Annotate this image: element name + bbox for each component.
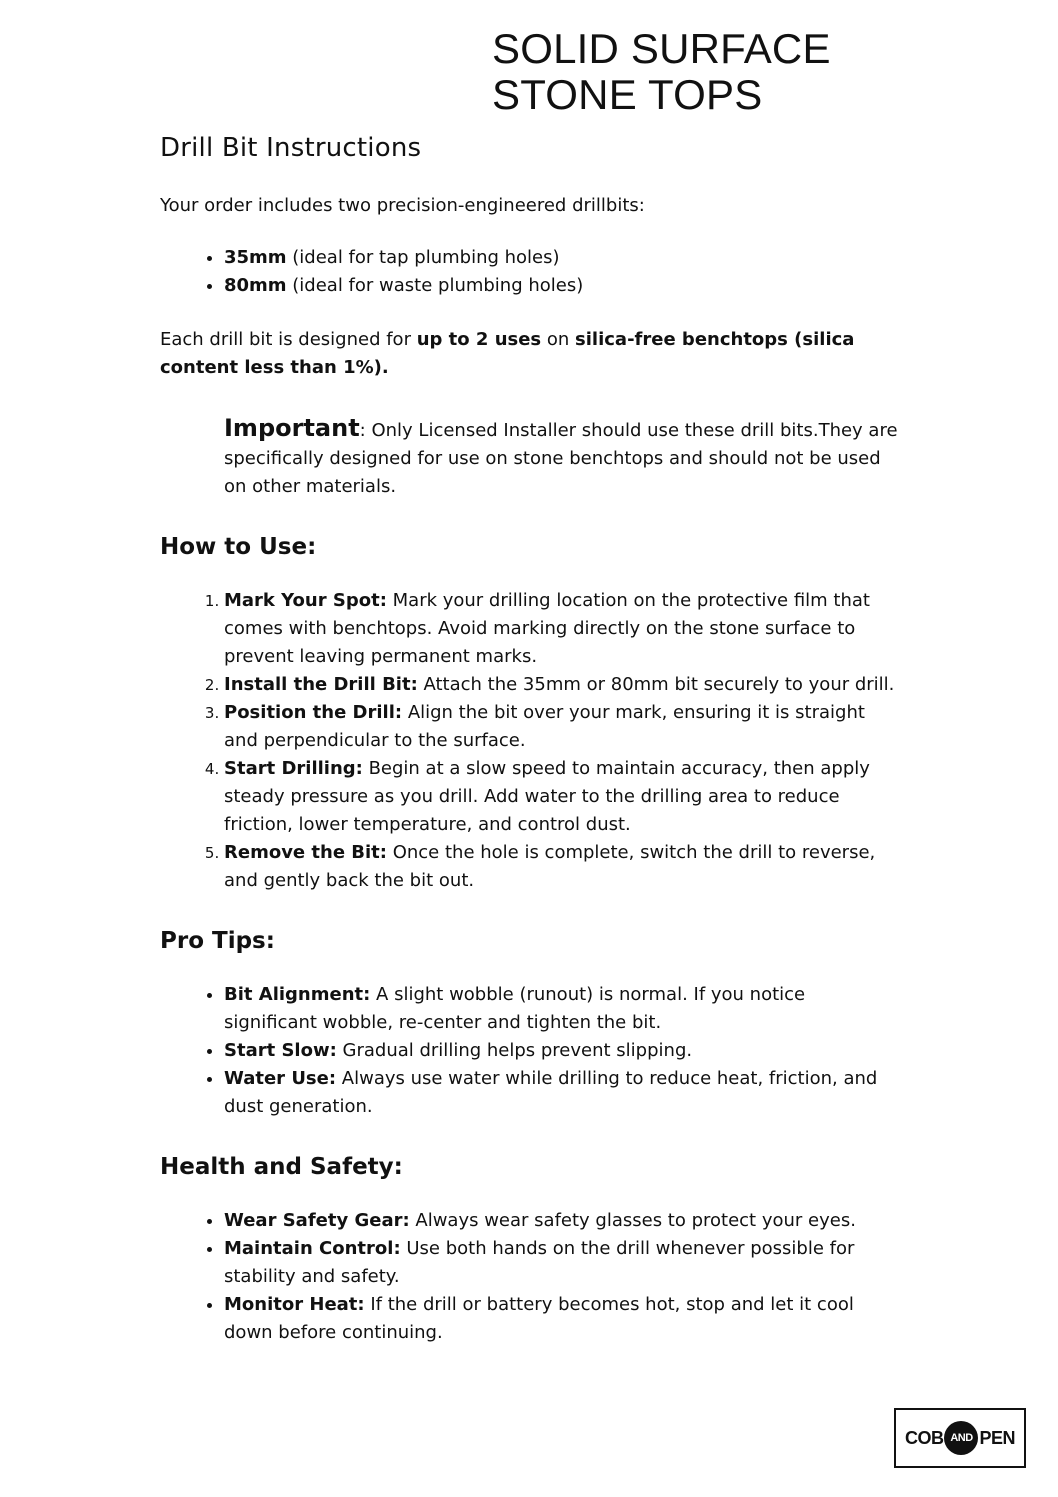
tip-label: Start Slow: xyxy=(224,1040,337,1061)
tip-text: Always use water while drilling to reduce heat, friction, and dust generation. xyxy=(224,1068,878,1117)
brand-title-line-1: SOLID SURFACE xyxy=(492,25,831,72)
important-note xyxy=(224,414,904,501)
bit-size: 35mm xyxy=(224,247,287,268)
important-text: : Only Licensed Installer should use these drill bits.They are specifically designed for use on stone benchtops and should not be used on other materials. xyxy=(224,420,898,497)
health-safety-heading: Health and Safety: xyxy=(160,1154,403,1180)
safety-label: Monitor Heat: xyxy=(224,1294,365,1315)
safety-label: Maintain Control: xyxy=(224,1238,401,1259)
list-item xyxy=(224,587,900,671)
tip-text: A slight wobble (runout) is normal. If you notice significant wobble, re-center and tighten the bit. xyxy=(224,984,806,1033)
health-safety-list xyxy=(160,1207,900,1347)
bit-description: (ideal for waste plumbing holes) xyxy=(286,275,584,296)
step-label: Position the Drill: xyxy=(224,702,403,723)
logo-text-left: COB xyxy=(904,1427,944,1448)
cob-and-pen-logo xyxy=(894,1408,1026,1468)
safety-text: Always wear safety glasses to protect your eyes. xyxy=(409,1210,856,1231)
list-item xyxy=(224,244,900,272)
document-title: Drill Bit Instructions xyxy=(160,133,422,163)
list-item xyxy=(224,1065,900,1121)
bit-description: (ideal for tap plumbing holes) xyxy=(286,247,560,268)
step-label: Mark Your Spot: xyxy=(224,590,387,611)
brand-title xyxy=(492,26,831,118)
step-text: Attach the 35mm or 80mm bit securely to your drill. xyxy=(417,674,895,695)
step-label: Start Drilling: xyxy=(224,758,363,779)
logo-text-right: PEN xyxy=(979,1427,1015,1448)
step-label: Install the Drill Bit: xyxy=(224,674,418,695)
safety-text: Use both hands on the drill whenever possible for stability and safety. xyxy=(224,1238,855,1287)
list-item xyxy=(224,671,900,699)
how-to-use-heading: How to Use: xyxy=(160,534,317,560)
list-item xyxy=(224,699,900,755)
list-item xyxy=(224,272,900,300)
drill-bits-list xyxy=(160,244,900,300)
step-text: Align the bit over your mark, ensuring it is straight and perpendicular to the surface. xyxy=(224,702,865,751)
uses-paragraph xyxy=(160,326,900,382)
intro-text: Your order includes two precision-engineered drillbits: xyxy=(160,195,645,216)
important-label: Important xyxy=(224,414,360,442)
uses-text: on xyxy=(541,329,576,350)
tip-label: Bit Alignment: xyxy=(224,984,371,1005)
brand-title-line-2: STONE TOPS xyxy=(492,71,763,118)
list-item xyxy=(224,1235,900,1291)
list-item xyxy=(224,1291,900,1347)
safety-label: Wear Safety Gear: xyxy=(224,1210,410,1231)
uses-text: Each drill bit is designed for xyxy=(160,329,417,350)
tip-text: Gradual drilling helps prevent slipping. xyxy=(336,1040,693,1061)
safety-text: If the drill or battery becomes hot, stop and let it cool down before continuing. xyxy=(224,1294,854,1343)
how-to-use-steps xyxy=(160,587,900,895)
document-body xyxy=(160,130,900,1347)
step-text: Mark your drilling location on the protective film that comes with benchtops. Avoid marking directly on the stone surface to prevent leaving permanent marks. xyxy=(224,590,870,667)
list-item xyxy=(224,1037,900,1065)
step-text: Begin at a slow speed to maintain accuracy, then apply steady pressure as you drill. Add water to the drilling area to reduce friction, lower temperature, and control dust. xyxy=(224,758,870,835)
list-item xyxy=(224,755,900,839)
uses-count: up to 2 uses xyxy=(416,329,542,350)
step-label: Remove the Bit: xyxy=(224,842,387,863)
logo-circle: AND xyxy=(944,1421,978,1455)
list-item xyxy=(224,981,900,1037)
pro-tips-list xyxy=(160,981,900,1121)
bit-size: 80mm xyxy=(224,275,287,296)
tip-label: Water Use: xyxy=(224,1068,337,1089)
uses-material: silica-free benchtops (silica content less than 1%). xyxy=(160,329,855,378)
step-text: Once the hole is complete, switch the drill to reverse, and gently back the bit out. xyxy=(224,842,876,891)
list-item xyxy=(224,1207,900,1235)
pro-tips-heading: Pro Tips: xyxy=(160,928,275,954)
list-item xyxy=(224,839,900,895)
